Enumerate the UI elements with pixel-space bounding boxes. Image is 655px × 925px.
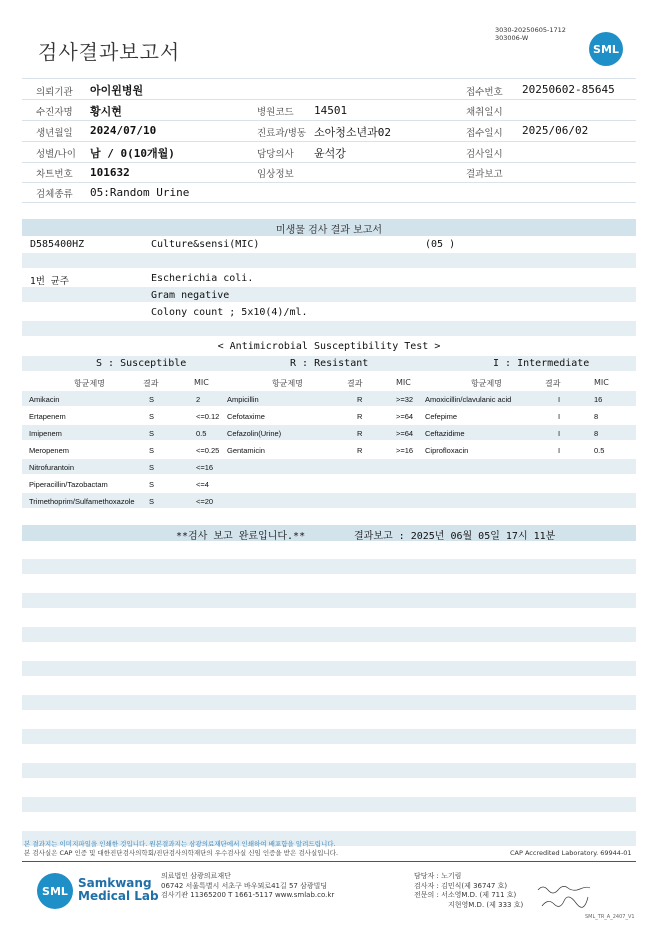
brand-name xyxy=(78,877,159,903)
col-result-3: 결과 xyxy=(545,379,561,388)
report-title: 검사결과보고서 xyxy=(38,40,181,64)
ast-result-cell: S xyxy=(149,463,155,472)
legend-susceptible: S : Susceptible xyxy=(96,358,187,369)
ast-result-cell: S xyxy=(149,497,155,506)
col-mic-2: MIC xyxy=(396,378,411,387)
ast-drug-cell: Piperacillin/Tazobactam xyxy=(29,480,108,489)
col-drug-3: 항균제명 xyxy=(471,379,502,388)
ast-drug-cell: Meropenem xyxy=(29,446,70,455)
ast-mic-cell: <=4 xyxy=(196,480,209,489)
col-drug-2: 항균제명 xyxy=(272,379,303,388)
staff-manager: 담당자 : 노기림 xyxy=(414,872,462,880)
ast-mic-cell: 0.5 xyxy=(196,429,207,438)
ast-result-cell: R xyxy=(357,412,363,421)
staff-info xyxy=(414,872,523,910)
test-code: D585400HZ xyxy=(30,239,85,250)
report-codes xyxy=(495,26,566,42)
staff-tester: 검사자 : 김민식(제 36747 호) xyxy=(414,881,508,890)
doctor-value: 윤석강 xyxy=(314,147,346,160)
report-time: 결과보고 : 2025년 06월 05일 17시 11분 xyxy=(354,531,556,542)
footer-notice-2: 본 검사실은 CAP 인증 및 대한진단검사의학회/진단검사의학재단의 우수검사실 신임 인증을 받은 검사실입니다. xyxy=(24,849,339,857)
ast-mic-cell: <=0.12 xyxy=(196,412,220,421)
sex-age-label: 성별/나이 xyxy=(36,149,76,160)
legend-resistant: R : Resistant xyxy=(290,358,369,369)
ast-drug-cell: Gentamicin xyxy=(227,446,265,455)
ast-mic-cell: 0.5 xyxy=(594,446,605,455)
report-code-2: 303006-W xyxy=(495,34,529,42)
completion-text: **검사 보고 완료입니다.** xyxy=(176,531,306,542)
ast-result-cell: I xyxy=(558,446,561,455)
ast-result-cell: R xyxy=(357,395,363,404)
receipt-no-label: 접수번호 xyxy=(466,87,503,98)
ast-result-cell: S xyxy=(149,446,155,455)
collect-date-label: 채취일시 xyxy=(466,107,503,118)
dob-value: 2024/07/10 xyxy=(90,124,157,137)
gram-stain: Gram negative xyxy=(151,290,230,301)
colony-count: Colony count ; 5x10(4)/ml. xyxy=(151,307,308,318)
ast-result-cell: S xyxy=(149,412,155,421)
sml-logo: SML xyxy=(589,32,623,66)
receipt-date-label: 접수일시 xyxy=(466,128,503,139)
ast-mic-cell: >=64 xyxy=(396,429,414,438)
ast-mic-cell: 2 xyxy=(196,395,201,404)
specimen-label: 검체종류 xyxy=(36,189,73,200)
col-mic-3: MIC xyxy=(594,378,609,387)
report-code-1: 3030-20250605-1712 xyxy=(495,26,566,34)
hospital-code-value: 14501 xyxy=(314,104,348,117)
patient-value: 황시현 xyxy=(90,105,122,118)
brand-line-1: Samkwang xyxy=(78,876,152,890)
col-result-1: 결과 xyxy=(143,379,159,388)
ast-drug-cell: Ceftazidime xyxy=(425,429,465,438)
ast-result-cell: R xyxy=(357,429,363,438)
ast-mic-cell: <=16 xyxy=(196,463,214,472)
ast-mic-cell: 16 xyxy=(594,395,603,404)
ast-mic-cell: 8 xyxy=(594,429,599,438)
hospital-code-label: 병원코드 xyxy=(257,107,294,118)
patient-label: 수진자명 xyxy=(36,107,73,118)
org-info xyxy=(161,872,334,901)
col-result-2: 결과 xyxy=(347,379,363,388)
staff-specialist-1: 전문의 : 서소영M.D. (제 711 호) xyxy=(414,891,517,899)
chart-no-value: 101632 xyxy=(90,166,130,179)
dept-label: 진료과/병동 xyxy=(257,128,307,139)
ast-drug-cell: Cefotaxime xyxy=(227,412,265,421)
ast-result-cell: S xyxy=(149,480,155,489)
ast-result-cell: S xyxy=(149,395,155,404)
receipt-date-value: 2025/06/02 xyxy=(522,124,589,137)
ast-title: < Antimicrobial Susceptibility Test > xyxy=(217,341,441,352)
footer-notice-1: 본 결과지는 이미지파일을 인쇄한 것입니다. 원본결과지는 삼광의료재단에서 인쇄하여 배포함을 알려드립니다. xyxy=(24,840,336,848)
ast-result-cell: R xyxy=(357,446,363,455)
staff-specialist-2: 지현영M.D. (제 333 호) xyxy=(448,900,524,909)
ast-drug-cell: Trimethoprim/Sulfamethoxazole xyxy=(29,497,135,506)
institution-value: 아이윈병원 xyxy=(90,84,144,97)
micro-section-title: 미생물 검사 결과 보고서 xyxy=(275,225,383,236)
ast-drug-cell: Cefazolin(Urine) xyxy=(227,429,282,438)
dob-label: 생년월일 xyxy=(36,128,73,139)
ast-mic-cell: >=32 xyxy=(396,395,414,404)
specimen-value: 05:Random Urine xyxy=(90,186,190,199)
org-contact: 검사기관 11365200 T 1661-5117 www.smlab.co.kr xyxy=(161,891,335,899)
doctor-label: 담당의사 xyxy=(257,149,294,160)
ast-result-cell: I xyxy=(558,429,561,438)
ast-drug-cell: Amoxicillin/clavulanic acid xyxy=(425,395,512,404)
ast-mic-cell: 8 xyxy=(594,412,599,421)
ast-result-cell: I xyxy=(558,395,561,404)
ast-mic-cell: <=20 xyxy=(196,497,214,506)
brand-line-2: Medical Lab xyxy=(78,889,159,903)
signature-icon xyxy=(536,878,596,914)
ast-drug-cell: Ciprofloxacin xyxy=(425,446,469,455)
ast-drug-cell: Ertapenem xyxy=(29,412,66,421)
test-date-label: 검사일시 xyxy=(466,149,503,160)
form-code: SML_TR_A_2407_V1 xyxy=(585,914,635,920)
ast-mic-cell: >=16 xyxy=(396,446,414,455)
ast-drug-cell: Nitrofurantoin xyxy=(29,463,75,472)
ast-drug-cell: Amikacin xyxy=(29,395,60,404)
ast-mic-cell: <=0.25 xyxy=(196,446,220,455)
test-num: (05 ) xyxy=(425,239,456,250)
legend-intermediate: I : Intermediate xyxy=(493,358,590,369)
receipt-no-value: 20250602-85645 xyxy=(522,83,615,96)
test-name: Culture&sensi(MIC) xyxy=(151,239,260,250)
ast-result-cell: I xyxy=(558,412,561,421)
sex-age-value: 남 / 0(10개월) xyxy=(90,147,175,160)
sml-footer-logo: SML xyxy=(37,873,73,909)
clinical-label: 임상정보 xyxy=(257,169,294,180)
institution-label: 의뢰기관 xyxy=(36,87,73,98)
organism: Escherichia coli. xyxy=(151,273,254,284)
org-address: 06742 서울특별시 서초구 바우뫼로41길 57 삼광빌딩 xyxy=(161,881,328,890)
col-drug-1: 항균제명 xyxy=(74,379,105,388)
ast-drug-cell: Ampicillin xyxy=(227,395,259,404)
ast-mic-cell: >=64 xyxy=(396,412,414,421)
col-mic-1: MIC xyxy=(194,378,209,387)
chart-no-label: 차트번호 xyxy=(36,169,73,180)
org-name: 의료법인 삼광의료재단 xyxy=(161,872,231,880)
result-report-label: 결과보고 xyxy=(466,169,503,180)
ast-result-cell: S xyxy=(149,429,155,438)
dept-value: 소아청소년과02 xyxy=(314,126,392,139)
ast-drug-cell: Imipenem xyxy=(29,429,62,438)
isolate-label: 1번 균주 xyxy=(30,276,69,287)
cap-accredited: CAP Accredited Laboratory. 69944-01 xyxy=(510,849,632,857)
ast-drug-cell: Cefepime xyxy=(425,412,458,421)
